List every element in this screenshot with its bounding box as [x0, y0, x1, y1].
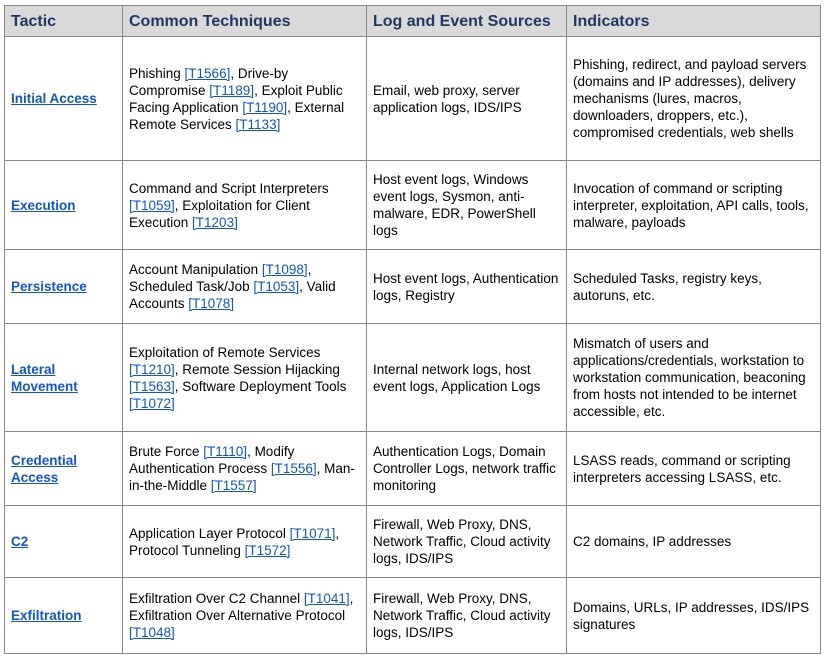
tactic-link[interactable]: Credential Access — [11, 452, 78, 485]
technique-link[interactable]: [T1557] — [210, 478, 257, 493]
indicators-cell: Domains, URLs, IP addresses, IDS/IPS signatures — [567, 578, 821, 654]
sources-cell: Email, web proxy, server application logs, IDS/IPS — [367, 37, 567, 161]
technique-text: , Protocol Tunneling — [129, 525, 340, 558]
technique-text: , Drive-by Compromise — [129, 65, 289, 98]
techniques-cell — [123, 432, 367, 506]
technique-link[interactable]: [T1110] — [203, 444, 248, 459]
indicators-cell: C2 domains, IP addresses — [567, 506, 821, 578]
technique-link[interactable]: [T1210] — [129, 361, 175, 377]
technique-link[interactable]: [T1053] — [253, 279, 300, 294]
techniques-cell — [123, 250, 367, 324]
indicators-cell: Mismatch of users and applications/credentials, workstation to workstation communication, beaconing from hosts not intended to be internet accessible, etc. — [567, 324, 821, 432]
technique-text: , Exploit Public Facing Application — [129, 82, 343, 115]
technique-link[interactable]: [T1190] — [242, 99, 288, 115]
tactic-link[interactable]: Lateral Movement — [11, 361, 78, 394]
table-row — [5, 432, 821, 506]
tactic-link[interactable]: Initial Access — [11, 91, 97, 106]
table-row — [5, 578, 821, 654]
techniques-cell — [123, 506, 367, 578]
technique-text: Brute Force — [129, 444, 204, 459]
tactic-link[interactable]: Exfiltration — [11, 608, 82, 623]
technique-link[interactable]: [T1566] — [184, 65, 231, 81]
technique-link[interactable]: [T1078] — [188, 296, 235, 311]
tactic-cell — [5, 506, 123, 578]
table-row — [5, 250, 821, 324]
sources-cell: Firewall, Web Proxy, DNS, Network Traffic, Cloud activity logs, IDS/IPS — [367, 506, 567, 578]
technique-link[interactable]: [T1563] — [129, 378, 175, 394]
techniques-cell — [123, 37, 367, 161]
technique-link[interactable]: [T1572] — [244, 542, 291, 558]
tactic-cell — [5, 37, 123, 161]
technique-link[interactable]: [T1203] — [192, 214, 238, 230]
header-sources: Log and Event Sources — [367, 6, 567, 37]
technique-text: , External Remote Services — [129, 99, 345, 132]
techniques-cell — [123, 161, 367, 250]
sources-cell: Authentication Logs, Domain Controller Logs, network traffic monitoring — [367, 432, 567, 506]
technique-text: , Software Deployment Tools — [174, 378, 347, 394]
sources-cell: Internal network logs, host event logs, Application Logs — [367, 324, 567, 432]
technique-link[interactable]: [T1071] — [289, 525, 336, 541]
technique-link[interactable]: [T1189] — [209, 82, 255, 98]
table-row — [5, 324, 821, 432]
indicators-cell: Scheduled Tasks, registry keys, autoruns, etc. — [567, 250, 821, 324]
technique-text: Exploitation of Remote Services — [129, 344, 321, 360]
tactic-cell — [5, 432, 123, 506]
table-row — [5, 37, 821, 161]
technique-text: Exfiltration Over C2 Channel — [129, 591, 304, 606]
indicators-cell: Invocation of command or scripting interpreter, exploitation, API calls, tools, malware, payloads — [567, 161, 821, 250]
tactic-cell — [5, 161, 123, 250]
indicators-cell: LSASS reads, command or scripting interpreters accessing LSASS, etc. — [567, 432, 821, 506]
table-row — [5, 161, 821, 250]
header-row — [5, 6, 821, 37]
header-techniques: Common Techniques — [123, 6, 367, 37]
header-tactic: Tactic — [5, 6, 123, 37]
technique-text: , Remote Session Hijacking — [174, 361, 340, 377]
technique-text: Application Layer Protocol — [129, 525, 290, 541]
tactic-cell — [5, 578, 123, 654]
technique-text: , Scheduled Task/Job — [129, 262, 312, 294]
technique-link[interactable]: [T1098] — [261, 262, 308, 277]
tactic-cell — [5, 250, 123, 324]
technique-text: , Modify Authentication Process — [129, 444, 295, 476]
tactic-link[interactable]: C2 — [11, 534, 29, 549]
tactic-link[interactable]: Persistence — [11, 279, 87, 294]
technique-text: , Exfiltration Over Alternative Protocol — [129, 591, 354, 623]
technique-text: , Valid Accounts — [129, 279, 336, 311]
sources-cell: Host event logs, Authentication logs, Registry — [367, 250, 567, 324]
technique-text: Phishing — [129, 65, 185, 81]
technique-text: , Man-in-the-Middle — [129, 461, 355, 493]
technique-link[interactable]: [T1048] — [129, 625, 175, 640]
technique-link[interactable]: [T1133] — [235, 116, 281, 132]
tactic-link[interactable]: Execution — [11, 197, 76, 213]
technique-link[interactable]: [T1072] — [129, 395, 175, 411]
technique-link[interactable]: [T1059] — [129, 197, 175, 213]
header-indicators: Indicators — [567, 6, 821, 37]
technique-link[interactable]: [T1041] — [303, 591, 350, 606]
techniques-cell — [123, 324, 367, 432]
technique-text: Command and Script Interpreters — [129, 180, 329, 196]
technique-link[interactable]: [T1556] — [270, 461, 317, 476]
indicators-cell: Phishing, redirect, and payload servers (domains and IP addresses), delivery mechanisms (lures, macros, downloaders, droppers, etc.), compromised credentials, web shells — [567, 37, 821, 161]
attack-table — [4, 5, 821, 654]
table-row — [5, 506, 821, 578]
sources-cell: Host event logs, Windows event logs, Sysmon, anti-malware, EDR, PowerShell logs — [367, 161, 567, 250]
techniques-cell — [123, 578, 367, 654]
technique-text: Account Manipulation — [129, 262, 262, 277]
technique-text: , Exploitation for Client Execution — [129, 197, 310, 230]
sources-cell: Firewall, Web Proxy, DNS, Network Traffic, Cloud activity logs, IDS/IPS — [367, 578, 567, 654]
tactic-cell — [5, 324, 123, 432]
